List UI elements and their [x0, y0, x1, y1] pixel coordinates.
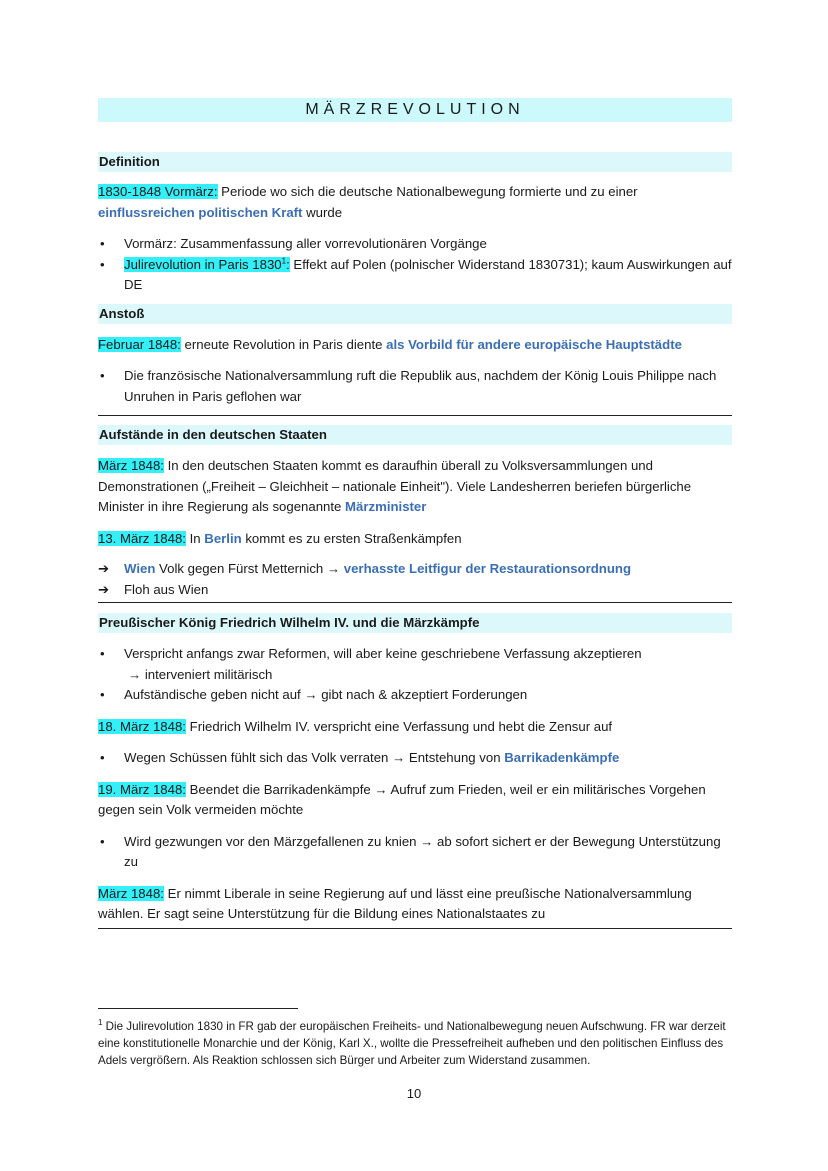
definition-intro: 1830-1848 Vormärz: Periode wo sich die deutsche Nationalbewegung formierte und zu einer einflussreichen politischen Kraft wurde: [98, 184, 638, 220]
list-item: • Julirevolution in Paris 1830$^1$: Effekt auf Polen (polnischer Widerstand 1830731); kaum Auswirkungen auf DE: [98, 255, 732, 296]
key-term: Berlin: [204, 530, 242, 546]
key-term: verhasste Leitfigur der Restaurationsordnung: [343, 561, 632, 576]
key-term: Wien: [124, 561, 156, 576]
anstoss-intro: Februar 1848: erneute Revolution in Paris diente als Vorbild für andere europäische Hauptstädte: [98, 336, 682, 352]
arrow-right-icon: ➔: [98, 561, 110, 576]
page-title: MÄRZREVOLUTION: [98, 98, 732, 122]
highlight-date: Februar 1848:: [98, 336, 181, 352]
footnote-reference[interactable]: 1: [281, 256, 287, 266]
preussen-paragraph-3: März 1848: Er nimmt Liberale in seine Regierung auf und lässt eine preußische Nationalversammlung wählen. Er sagt seine Unterstützung für die Bildung eines Nationalstaates zu: [98, 885, 692, 921]
highlight-date: März 1848:: [98, 458, 164, 473]
highlight-date: 1830-1848 Vormärz:: [98, 184, 218, 199]
section-divider: [98, 928, 732, 929]
anstoss-bullets: [98, 366, 732, 407]
key-term: Barrikadenkämpfe: [504, 750, 620, 765]
section-heading-anstoss: Anstoß: [98, 304, 732, 324]
key-term: als Vorbild für andere europäische Hauptstädte: [386, 336, 682, 352]
highlight-date: März 1848:: [98, 885, 164, 901]
key-term: Märzminister: [345, 499, 427, 514]
list-item: • Die französische Nationalversammlung ruft die Republik aus, nachdem der König Louis Philippe nach Unruhen in Paris geflohen war: [98, 366, 732, 407]
list-item: • Aufständische geben nicht auf → gibt nach & akzeptiert Forderungen: [98, 685, 732, 706]
list-item: ➔ Floh aus Wien: [98, 580, 732, 601]
preussen-bullets-1: [98, 644, 732, 706]
preussen-bullets-3: [98, 832, 732, 873]
page-number: 10: [406, 1086, 422, 1101]
footnote-marker: 1: [98, 1018, 103, 1028]
highlight-date: 13. März 1848:: [98, 530, 186, 546]
highlight-date: Julirevolution in Paris 1830$^1$:: [124, 256, 290, 272]
definition-bullets: [98, 234, 732, 296]
list-item: ➔ Wien Volk gegen Fürst Metternich → verhasste Leitfigur der Restaurationsordnung: [98, 559, 732, 580]
section-heading-aufstaende: Aufstände in den deutschen Staaten: [98, 425, 732, 445]
key-term: einflussreichen politischen Kraft: [98, 204, 303, 220]
aufstaende-paragraph-2: 13. März 1848: In Berlin kommt es zu ersten Straßenkämpfen: [98, 530, 462, 546]
section-heading-definition: Definition: [98, 152, 732, 172]
list-item: • Vormärz: Zusammenfassung aller vorrevolutionären Vorgänge: [98, 234, 732, 255]
document-page: [98, 98, 732, 929]
arrow-right-icon: ➔: [98, 581, 110, 597]
aufstaende-arrows: [98, 559, 732, 600]
preussen-bullets-2: [98, 748, 732, 769]
highlight-date: 19. März 1848:: [98, 781, 186, 797]
highlight-date: 18. März 1848:: [98, 718, 186, 734]
aufstaende-paragraph-1: März 1848: In den deutschen Staaten kommt es daraufhin überall zu Volksversammlungen und Demonstrationen („Freiheit – Gleichheit – nationale Einheit"). Viele Landesherren beriefen bürgerliche Minister in ihre Regierung als sogenannte Märzminister: [98, 458, 692, 514]
preussen-paragraph-1: 18. März 1848: Friedrich Wilhelm IV. verspricht eine Verfassung und hebt die Zensur auf: [98, 718, 613, 734]
list-item: • Wegen Schüssen fühlt sich das Volk verraten → Entstehung von Barrikadenkämpfe: [98, 748, 732, 769]
section-heading-preussen: Preußischer König Friedrich Wilhelm IV. und die Märzkämpfe: [98, 613, 732, 633]
footnote: $^1$ Die Julirevolution 1830 in FR gab der europäischen Freiheits- und Nationalbewegung neuen Aufschwung. FR war derzeit eine konstitutionelle Monarchie und der König, Karl X., wollte die Pressefreiheit aufheben und den politischen Einfluss des Adels vergrößern. Als Reaktion schlossen sich Bürger und Arbeiter zum Widerstand zusammen.: [98, 1018, 726, 1067]
list-item: • Verspricht anfangs zwar Reformen, will aber keine geschriebene Verfassung akzeptieren → interveniert militärisch: [98, 644, 732, 685]
preussen-paragraph-2: 19. März 1848: Beendet die Barrikadenkämpfe → Aufruf zum Frieden, weil er ein militärisches Vorgehen gegen sein Volk vermeiden möchte: [98, 781, 706, 817]
list-item: • Wird gezwungen vor den Märzgefallenen zu knien → ab sofort sichert er der Bewegung Unterstützung zu: [98, 832, 732, 873]
footnote-separator: [98, 1008, 298, 1009]
